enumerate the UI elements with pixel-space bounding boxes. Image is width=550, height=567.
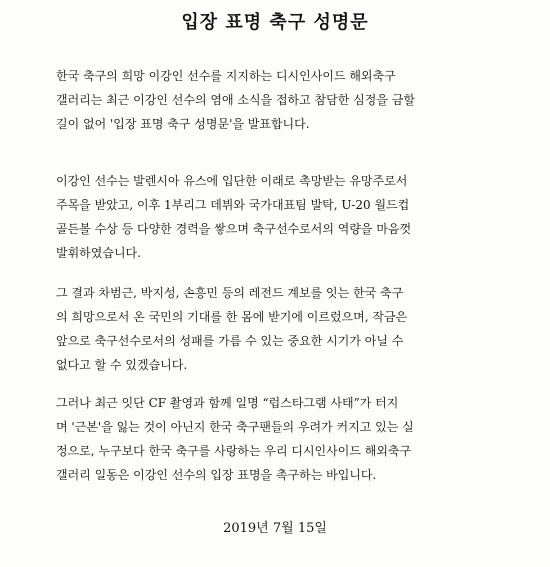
paragraph-2: 이강인 선수는 발렌시아 유스에 입단한 이래로 촉망받는 유망주로서 주목을 받았고, 이후 1부리그 데뷔와 국가대표팀 발탁, U-20 월드컵 골든볼 수상 등 다양한 경력을 쌓으며 축구선수로서의 역량을 마음껏 발휘하였습니다.: [56, 174, 412, 260]
document-title: 입장 표명 축구 성명문: [181, 12, 369, 33]
paragraph-4: 그러나 최근 잇단 CF 촬영과 함께 일명 “럽스타그램 사태”가 터지 며 '근본'을 잃는 것이 아닌지 한국 축구팬들의 우려가 커지고 있는 실 정으로, 누구보다 한국 축구를 사랑하는 우리 디시인사이드 해외축구 갤러리 일동은 이강인 선수의 입장 표명을 촉구하는 바입니다.: [56, 396, 414, 482]
paragraph-1: 한국 축구의 희망 이강인 선수를 지지하는 디시인사이드 해외축구 갤러리는 최근 이강인 선수의 염애 소식을 접하고 참담한 심정을 금할 길이 없어 '입장 표명 축구 성명문'을 발표합니다.: [56, 69, 415, 131]
paragraph-3: 그 결과 차범근, 박지성, 손흥민 등의 레전드 계보를 잇는 한국 축구 의 희망으로서 온 국민의 기대를 한 몸에 받기에 이르렀으며, 작금은 앞으로 축구선수로서의 성패를 가름 수 있는 중요한 시기가 아닐 수 없다고 할 수 있겠습니다.: [56, 286, 408, 372]
document-date: 2019년 7월 15일: [223, 521, 327, 536]
